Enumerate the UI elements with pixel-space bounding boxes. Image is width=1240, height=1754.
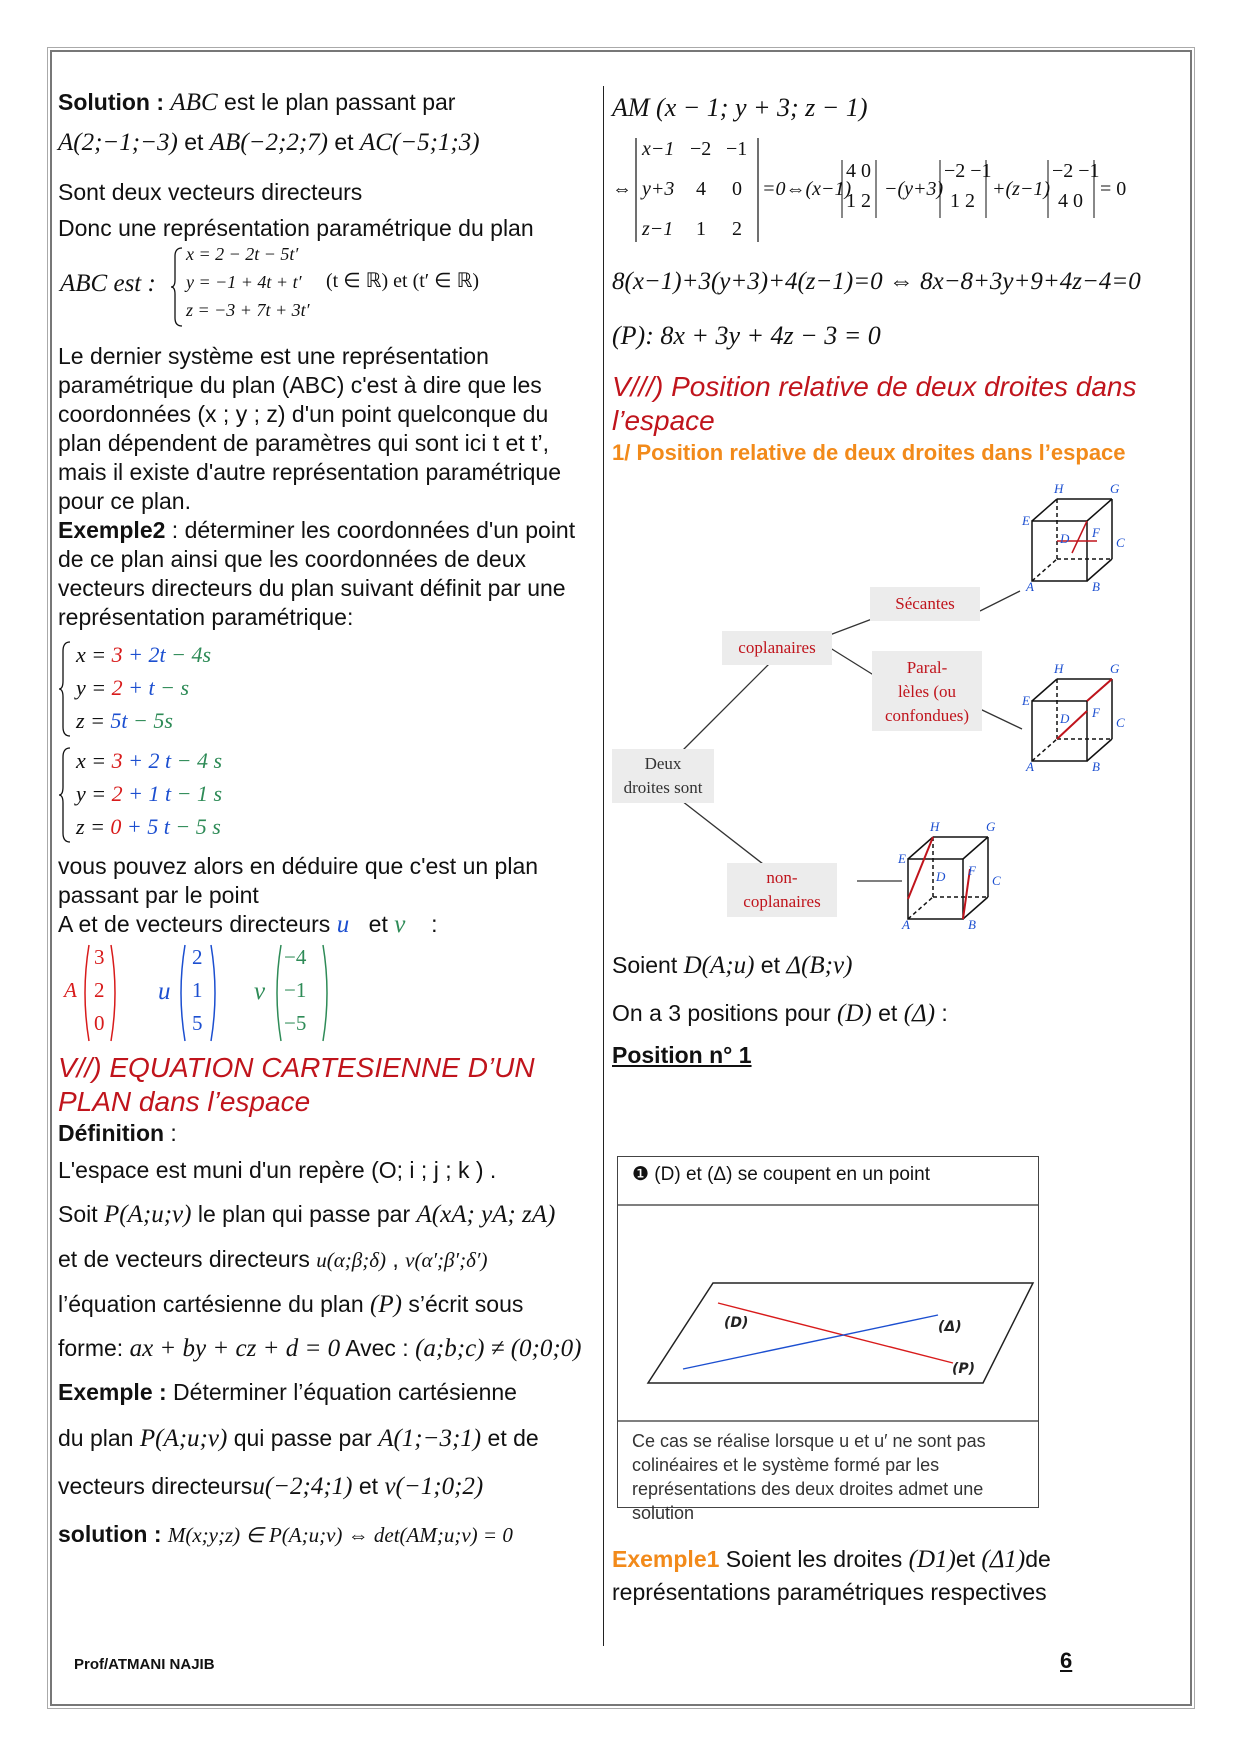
et-text: et: [334, 129, 354, 155]
box-title: ❶ (D) et (Δ) se coupent en un point: [632, 1164, 930, 1185]
paragraph-explanation: Le dernier système est une représentation paramétrique du plan (ABC) c'est à dire que les coordonnées (x ; y ; z) d'un point quelconque du plan dépendent de paramètres qui sont ici t et t’, mais il existe d'autre représentation paramétrique pour ce plan.: [58, 343, 561, 514]
vector-v-general: v(α′;β′;δ′): [405, 1248, 488, 1272]
soit-line: Soit P(A;u;v) le plan qui passe par A(xA; yA; zA): [58, 1201, 556, 1228]
exemple-line-2: du plan P(A;u;v) qui passe par A(1;−3;1) et de: [58, 1425, 539, 1452]
system3-line-y: y = 2 + 1 t − 1 s: [76, 781, 223, 806]
example1: [612, 1540, 1182, 1607]
svg-text:lèles (ou: lèles (ou: [897, 682, 957, 701]
position-1-label: Position n° 1: [612, 1042, 752, 1068]
deduction-text: vous pouvez alors en déduire que c'est un plan passant par le point: [58, 853, 539, 908]
example1-line1: Exemple1 Soient les droites (D1)et (Δ1)de: [612, 1546, 1051, 1573]
box-text: Ce cas se réalise lorsque u et u′ ne sont pas colinéaires et le système formé par les représentations des deux droites admet une solution: [632, 1431, 986, 1523]
position-1-box: [617, 1156, 1039, 1523]
directing-vectors-line: A et de vecteurs directeurs u⃗et v⃗ :: [58, 911, 438, 938]
directing-vectors-text: Sont deux vecteurs directeurs: [58, 179, 363, 205]
subsection-title: 1/ Position relative de deux droites dans l’espace: [612, 440, 1126, 465]
svg-text:D: D: [936, 869, 946, 884]
cube-secantes: [1021, 481, 1125, 594]
svg-text:(Δ): (Δ): [938, 1319, 962, 1335]
exemple-label: Exemple :: [58, 1379, 167, 1405]
plane-equation: (P): 8x + 3y + 4z − 3 = 0: [612, 321, 881, 350]
svg-text:F: F: [968, 863, 976, 878]
point-a: A(2;−1;−3): [58, 129, 178, 156]
determinant-equation: M(x;y;z) ∈ P(A;u;v) ⇔ det(AM;u;v) = 0: [167, 1523, 513, 1547]
svg-text:B: B: [1092, 579, 1100, 594]
right-column: [612, 88, 1172, 1073]
determinant-expansion: ⇔ x−1 −2 −1 y+3 4 0 z−1 1 2 =0⇔(x−1) 4 0 1 2 −(y+3) −2 −1 1 2 +(z−1) −2 −1 4 0 = 0: [612, 132, 1172, 250]
example1-line2: représentations paramétriques respectives: [612, 1579, 1047, 1605]
point-a-general: A(xA; yA; zA): [416, 1201, 556, 1228]
svg-text:G: G: [1110, 481, 1120, 496]
abc-est: ABC est :: [60, 270, 156, 297]
solution-line: [58, 88, 596, 128]
example2-text: : déterminer les coordonnées d'un point de ce plan ainsi que les coordonnées de deux vecteurs directeurs du plan suivant définit par une représentation paramétrique:: [58, 517, 576, 630]
system-1: [58, 244, 596, 332]
brace-icon: [58, 746, 72, 844]
solution-label-2: solution :: [58, 1521, 162, 1547]
et-text: et: [184, 129, 204, 155]
system3-line-z: z = 0 + 5 t − 5 s: [76, 814, 221, 839]
vec-v-name: v: [254, 978, 266, 1005]
solution-text: est le plan passant par: [217, 89, 456, 115]
vec-u-name: u: [158, 978, 171, 1005]
svg-text:B: B: [1092, 759, 1100, 774]
box-plane-figure: [618, 1193, 1038, 1423]
system-2: [58, 640, 596, 742]
svg-text:A: A: [1026, 579, 1034, 594]
svg-text:H: H: [1054, 661, 1064, 676]
svg-text:C: C: [992, 873, 1001, 888]
svg-text:E: E: [898, 851, 906, 866]
svg-text:E: E: [1022, 513, 1030, 528]
example2-paragraph: [58, 516, 596, 632]
nonzero-condition: (a;b;c) ≠ (0;0;0): [415, 1335, 582, 1362]
expanded-equation: 8(x−1)+3(y+3)+4(z−1)=0 ⇔ 8x−8+3y+9+4z−4=0: [612, 268, 1141, 295]
exemple-line-3: vecteurs directeursu(−2;4;1) et v(−1;0;2): [58, 1473, 484, 1500]
definition-label: Définition: [58, 1120, 165, 1146]
example2-label: Exemple2: [58, 517, 166, 543]
definition-line: Définition :: [58, 1120, 177, 1146]
cube-non-coplanaires: [897, 819, 1001, 932]
forme-line: forme: ax + by + cz + d = 0 Avec : (a;b;c) ≠ (0;0;0): [58, 1335, 582, 1362]
example1-label: Exemple1: [612, 1546, 720, 1572]
svg-text:coplanaires: coplanaires: [743, 892, 821, 911]
on-a-line: On a 3 positions pour (D) et (Δ) :: [612, 1000, 948, 1027]
svg-text:coplanaires: coplanaires: [738, 638, 816, 657]
plane-name: ABC: [170, 89, 218, 116]
svg-text:confondues): confondues): [884, 706, 970, 725]
cartesian-form: ax + by + cz + d = 0: [129, 1335, 341, 1362]
svg-text:C: C: [1116, 715, 1125, 730]
svg-text:E: E: [1022, 693, 1030, 708]
exemple-line: Exemple : Déterminer l’équation cartésienne: [58, 1379, 517, 1405]
svg-text:G: G: [1110, 661, 1120, 676]
plane-p: P(A;u;v): [104, 1201, 192, 1228]
svg-text:D: D: [1060, 711, 1070, 726]
vector-ab: AB(−2;2;7): [209, 129, 328, 156]
solution-det-line: [58, 1510, 596, 1558]
system1-line-x: x = 2 − 2t − 5t′: [186, 244, 299, 264]
brace-icon: [170, 246, 184, 328]
repere-text: L'espace est muni d'un repère (O; i ; j ; k ) .: [58, 1157, 497, 1183]
svg-text:C: C: [1116, 535, 1125, 550]
column-divider: [603, 86, 604, 1646]
points-line: [58, 128, 596, 178]
system-3: [58, 746, 596, 848]
parametric-intro: Donc une représentation paramétrique du plan: [58, 215, 534, 241]
svg-text:F: F: [1092, 525, 1100, 540]
page-number: 6: [1060, 1648, 1073, 1673]
svg-text:H: H: [930, 819, 940, 834]
node-root-line2: droites sont: [623, 778, 703, 797]
system2-line-z: z = 5t − 5s: [76, 708, 173, 733]
svg-text:A: A: [1026, 759, 1034, 774]
equation-line: l’équation cartésienne du plan (P) s’écrit sous: [58, 1291, 524, 1318]
vector-u-general: u(α;β;δ): [316, 1248, 386, 1272]
system1-condition: (t ∈ ℝ) et (t′ ∈ ℝ): [326, 270, 480, 292]
svg-text:D: D: [1060, 531, 1070, 546]
vec-a-name: A: [64, 978, 77, 1002]
svg-text:B: B: [968, 917, 976, 932]
left-column: [58, 88, 596, 1558]
cube-paralleles: [1021, 661, 1125, 774]
system2-line-y: y = 2 + t − s: [76, 675, 190, 700]
section-title-lines: V///) Position relative de deux droites dans l’espace: [612, 371, 1137, 436]
svg-text:H: H: [1054, 481, 1064, 496]
section-title-cartesian: V//) EQUATION CARTESIENNE D’UN PLAN dans l’espace: [58, 1052, 535, 1117]
vector-columns: A 3 2 0 u 2 1 5 v −4 −1 −5: [58, 943, 596, 1045]
svg-text:F: F: [1092, 705, 1100, 720]
svg-text:(D): (D): [724, 1315, 749, 1331]
vector-ac: AC(−5;1;3): [359, 129, 480, 156]
brace-icon: [58, 640, 72, 738]
svg-text:G: G: [986, 819, 996, 834]
svg-text:(P): (P): [952, 1361, 976, 1377]
soient-line: Soient D(A;u) et Δ(B;v): [612, 952, 853, 979]
svg-text:Sécantes: Sécantes: [895, 594, 955, 613]
directors-line: et de vecteurs directeurs u(α;β;δ) , v(α′;β′;δ′): [58, 1246, 488, 1272]
system2-line-x: x = 3 + 2t − 4s: [76, 642, 212, 667]
footer-author: Prof/ATMANI NAJIB: [74, 1656, 215, 1673]
positions-diagram: [612, 471, 1172, 941]
vector-am: AM (x − 1; y + 3; z − 1): [612, 93, 868, 122]
svg-text:A: A: [902, 917, 910, 932]
svg-text:non-: non-: [766, 868, 798, 887]
system3-line-x: x = 3 + 2 t − 4 s: [76, 748, 223, 773]
node-root-line1: Deux: [644, 754, 682, 773]
svg-text:Paral-: Paral-: [906, 658, 948, 677]
system1-line-z: z = −3 + 7t + 3t′: [186, 300, 310, 320]
system1-line-y: y = −1 + 4t + t′: [186, 272, 302, 292]
solution-label: Solution :: [58, 89, 165, 115]
